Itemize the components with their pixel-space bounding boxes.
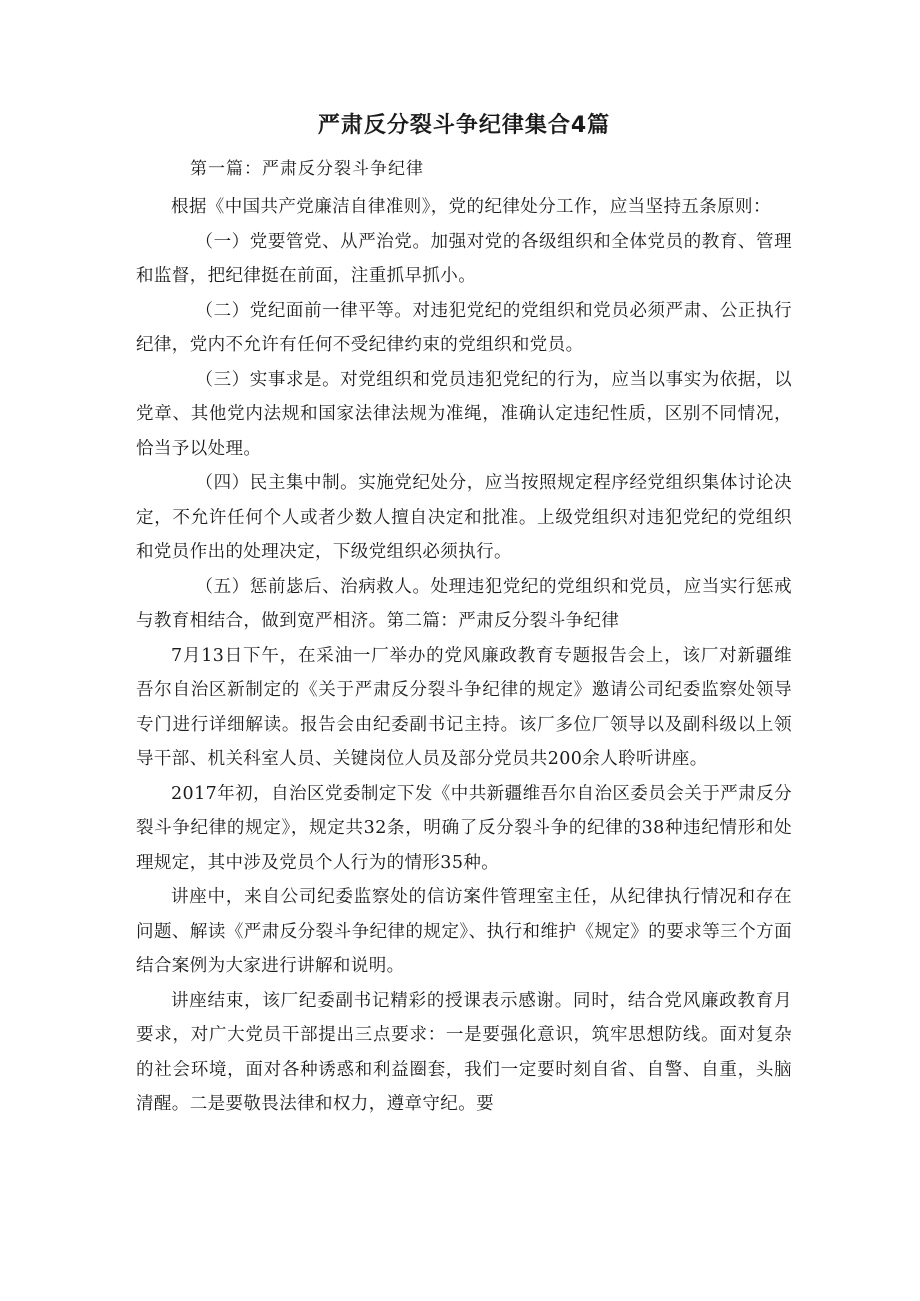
paragraph-principle-5: （五）惩前毖后、治病救人。处理违犯党纪的党组织和党员，应当实行惩戒与教育相结合，做到宽严相济。第二篇：严肃反分裂斗争纪律 <box>136 576 792 631</box>
paragraph-principle-1: （一）党要管党、从严治党。加强对党的各级组织和全体党员的教育、管理和监督，把纪律挺在前面，注重抓早抓小。 <box>136 231 792 286</box>
paragraph-regulation: 2017年初，自治区党委制定下发《中共新疆维吾尔自治区委员会关于严肃反分裂斗争纪律的规定》，规定共32条，明确了反分裂斗争的纪律的38种违纪情形和处理规定，其中涉及党员个人行为的情形35种。 <box>136 783 792 873</box>
paragraph-conclusion: 讲座结束，该厂纪委副书记精彩的授课表示感谢。同时，结合党风廉政教育月要求，对广大党员干部提出三点要求：一是要强化意识，筑牢思想防线。面对复杂的社会环境，面对各种诱惑和利益圈套，我们一定要时刻自省、自警、自重，头脑清醒。二是要敬畏法律和权力，遵章守纪。要 <box>136 990 792 1114</box>
section-subtitle: 第一篇：严肃反分裂斗争纪律 <box>190 159 424 179</box>
document-title: 严肃反分裂斗争纪律集合4篇 <box>317 113 611 138</box>
paragraph-lecture: 讲座中，来自公司纪委监察处的信访案件管理室主任，从纪律执行情况和存在问题、解读《严肃反分裂斗争纪律的规定》、执行和维护《规定》的要求等三个方面结合案例为大家进行讲解和说明。 <box>136 887 792 976</box>
paragraph-intro: 根据《中国共产党廉洁自律准则》，党的纪律处分工作，应当坚持五条原则： <box>171 197 771 217</box>
paragraph-principle-4: （四）民主集中制。实施党纪处分，应当按照规定程序经党组织集体讨论决定，不允许任何个人或者少数人擅自决定和批准。上级党组织对违犯党纪的党组织和党员作出的处理决定，下级党组织必须执行。 <box>136 473 792 562</box>
paragraph-principle-3: （三）实事求是。对党组织和党员违犯党纪的行为，应当以事实为依据，以党章、其他党内法规和国家法律法规为准绳，准确认定违纪性质，区别不同情况，恰当予以处理。 <box>136 369 792 459</box>
paragraph-report-meeting: 7月13日下午，在采油一厂举办的党风廉政教育专题报告会上，该厂对新疆维吾尔自治区新制定的《关于严肃反分裂斗争纪律的规定》邀请公司纪委监察处领导专门进行详细解读。报告会由纪委副书记主持。该厂多位厂领导以及副科级以上领导干部、机关科室人员、关键岗位人员及部分党员共200余人聆听讲座。 <box>136 645 792 769</box>
paragraph-principle-2: （二）党纪面前一律平等。对违犯党纪的党组织和党员必须严肃、公正执行纪律，党内不允许有任何不受纪律约束的党组织和党员。 <box>136 300 792 355</box>
